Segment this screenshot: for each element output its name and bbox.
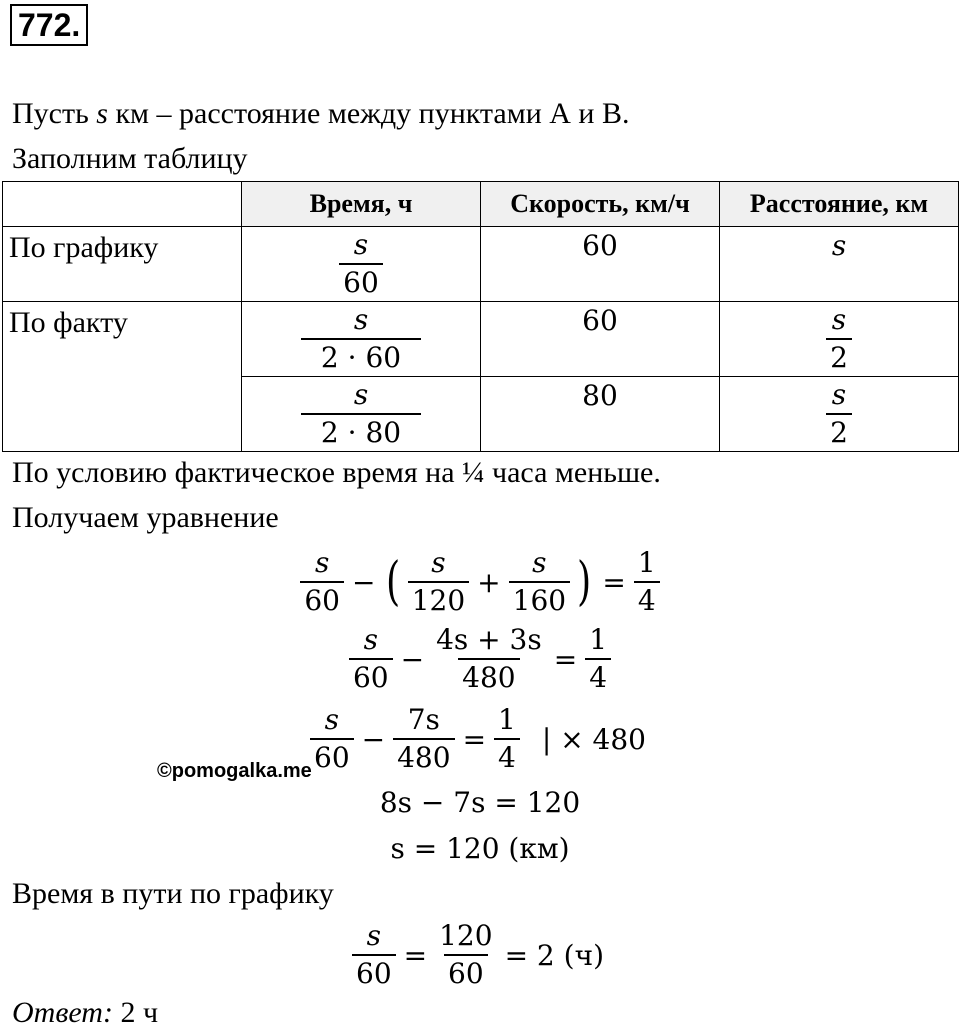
left-paren: ( [386, 552, 401, 612]
row-label: По факту [3, 302, 242, 452]
table-row [3, 302, 959, 377]
right-paren: ) [577, 552, 592, 612]
equation-5: s = 120 (км) [390, 832, 570, 865]
equation-6 [0, 918, 960, 992]
fraction-denominator: 480 [458, 658, 519, 696]
minus-sign: − [351, 565, 376, 599]
speed-cell [481, 377, 720, 452]
intro-pre: Пусть [12, 97, 89, 130]
fraction-denominator: 2 · 60 [301, 338, 421, 376]
equation-4: 8s − 7s = 120 [379, 786, 581, 819]
speed-value: 80 [582, 379, 618, 412]
fraction-denominator: 480 [393, 738, 454, 776]
time-intro: Время в пути по графику [12, 877, 334, 910]
watermark: ©pomogalka.me [157, 760, 312, 782]
fraction [509, 545, 570, 619]
problem-number: 772. [10, 4, 88, 46]
table-header-distance: Расстояние, км [720, 182, 959, 227]
fraction-denominator: 2 [826, 338, 852, 376]
fraction-denominator: 120 [408, 581, 469, 619]
equals-sign: = [553, 642, 578, 676]
intro-line-2: Заполним таблицу [12, 142, 248, 175]
fraction-denominator: 60 [310, 738, 354, 776]
fraction-numerator: s [353, 228, 369, 261]
fraction-numerator: 4s + 3s [436, 623, 542, 656]
distance-fraction [826, 377, 852, 451]
fraction [408, 545, 469, 619]
fraction [634, 545, 660, 619]
fraction [352, 918, 396, 992]
table-header-row [3, 182, 959, 227]
fraction [585, 622, 611, 696]
fraction-denominator: 160 [509, 581, 570, 619]
fraction [435, 918, 496, 992]
fraction-numerator: s [532, 546, 547, 579]
fraction-numerator: s [363, 623, 378, 656]
fraction [300, 545, 344, 619]
time-fraction [301, 302, 421, 376]
distance-cell [720, 227, 959, 302]
fraction-denominator: 60 [339, 263, 383, 301]
fraction-numerator: 120 [439, 919, 493, 952]
fraction-numerator: s [353, 303, 369, 336]
time-cell [242, 302, 481, 377]
fraction-numerator: 1 [589, 623, 608, 656]
minus-sign: − [400, 642, 425, 676]
fraction-numerator: s [431, 546, 446, 579]
equation-intro: Получаем уравнение [12, 501, 279, 534]
speed-value: 60 [582, 304, 618, 337]
time-cell [242, 377, 481, 452]
fraction [432, 622, 546, 696]
minus-sign: − [361, 722, 386, 756]
equals-sign: = [602, 565, 626, 599]
condition-text: По условию фактическое время на ¼ часа меньше. [12, 456, 661, 489]
table-row [3, 227, 959, 302]
fraction-numerator: s [831, 378, 847, 411]
time-fraction [339, 227, 383, 301]
distance-cell [720, 377, 959, 452]
table-header-empty [3, 182, 242, 227]
speed-cell [481, 227, 720, 302]
fraction-numerator: 1 [637, 546, 656, 579]
fraction-numerator: 7s [407, 703, 440, 736]
intro-post: км – расстояние между пунктами А и В. [115, 97, 630, 130]
table-header-time: Время, ч [242, 182, 481, 227]
data-table [2, 181, 959, 452]
plus-sign: + [477, 565, 501, 599]
fraction-denominator: 2 [826, 413, 852, 451]
time-cell [242, 227, 481, 302]
equation-1 [0, 545, 960, 619]
equals-sign: = [462, 722, 487, 756]
distance-cell [720, 302, 959, 377]
intro-var: s [96, 97, 108, 130]
equation-3 [0, 702, 960, 776]
speed-cell [481, 302, 720, 377]
fraction-numerator: 1 [498, 703, 516, 736]
fraction-denominator: 60 [444, 954, 488, 992]
distance-value: s [831, 229, 847, 262]
fraction-denominator: 4 [585, 658, 611, 696]
equation-2 [0, 622, 960, 696]
fraction-numerator: s [353, 378, 369, 411]
fraction [393, 702, 454, 776]
answer-line [12, 996, 158, 1030]
answer-value: 2 ч [120, 996, 159, 1029]
table-header-speed: Скорость, км/ч [481, 182, 720, 227]
intro-line-1 [12, 97, 629, 131]
fraction-denominator: 60 [349, 658, 393, 696]
equals-sign: = [403, 938, 428, 972]
answer-label: Ответ: [12, 996, 113, 1029]
fraction [494, 702, 520, 776]
fraction-denominator: 2 · 80 [301, 413, 421, 451]
distance-fraction [826, 302, 852, 376]
fraction-numerator: s [314, 546, 330, 579]
fraction-denominator: 60 [300, 581, 344, 619]
time-fraction [301, 377, 421, 451]
speed-value: 60 [582, 229, 618, 262]
fraction-denominator: 4 [634, 581, 660, 619]
fraction [349, 622, 393, 696]
result-text: = 2 (ч) [504, 938, 604, 972]
multiply-note: | × 480 [541, 722, 646, 756]
fraction-numerator: s [324, 703, 339, 736]
row-label: По графику [3, 227, 242, 302]
fraction-denominator: 60 [352, 954, 396, 992]
fraction-numerator: s [831, 303, 847, 336]
fraction [310, 702, 354, 776]
fraction-denominator: 4 [494, 738, 520, 776]
fraction-numerator: s [366, 919, 381, 952]
